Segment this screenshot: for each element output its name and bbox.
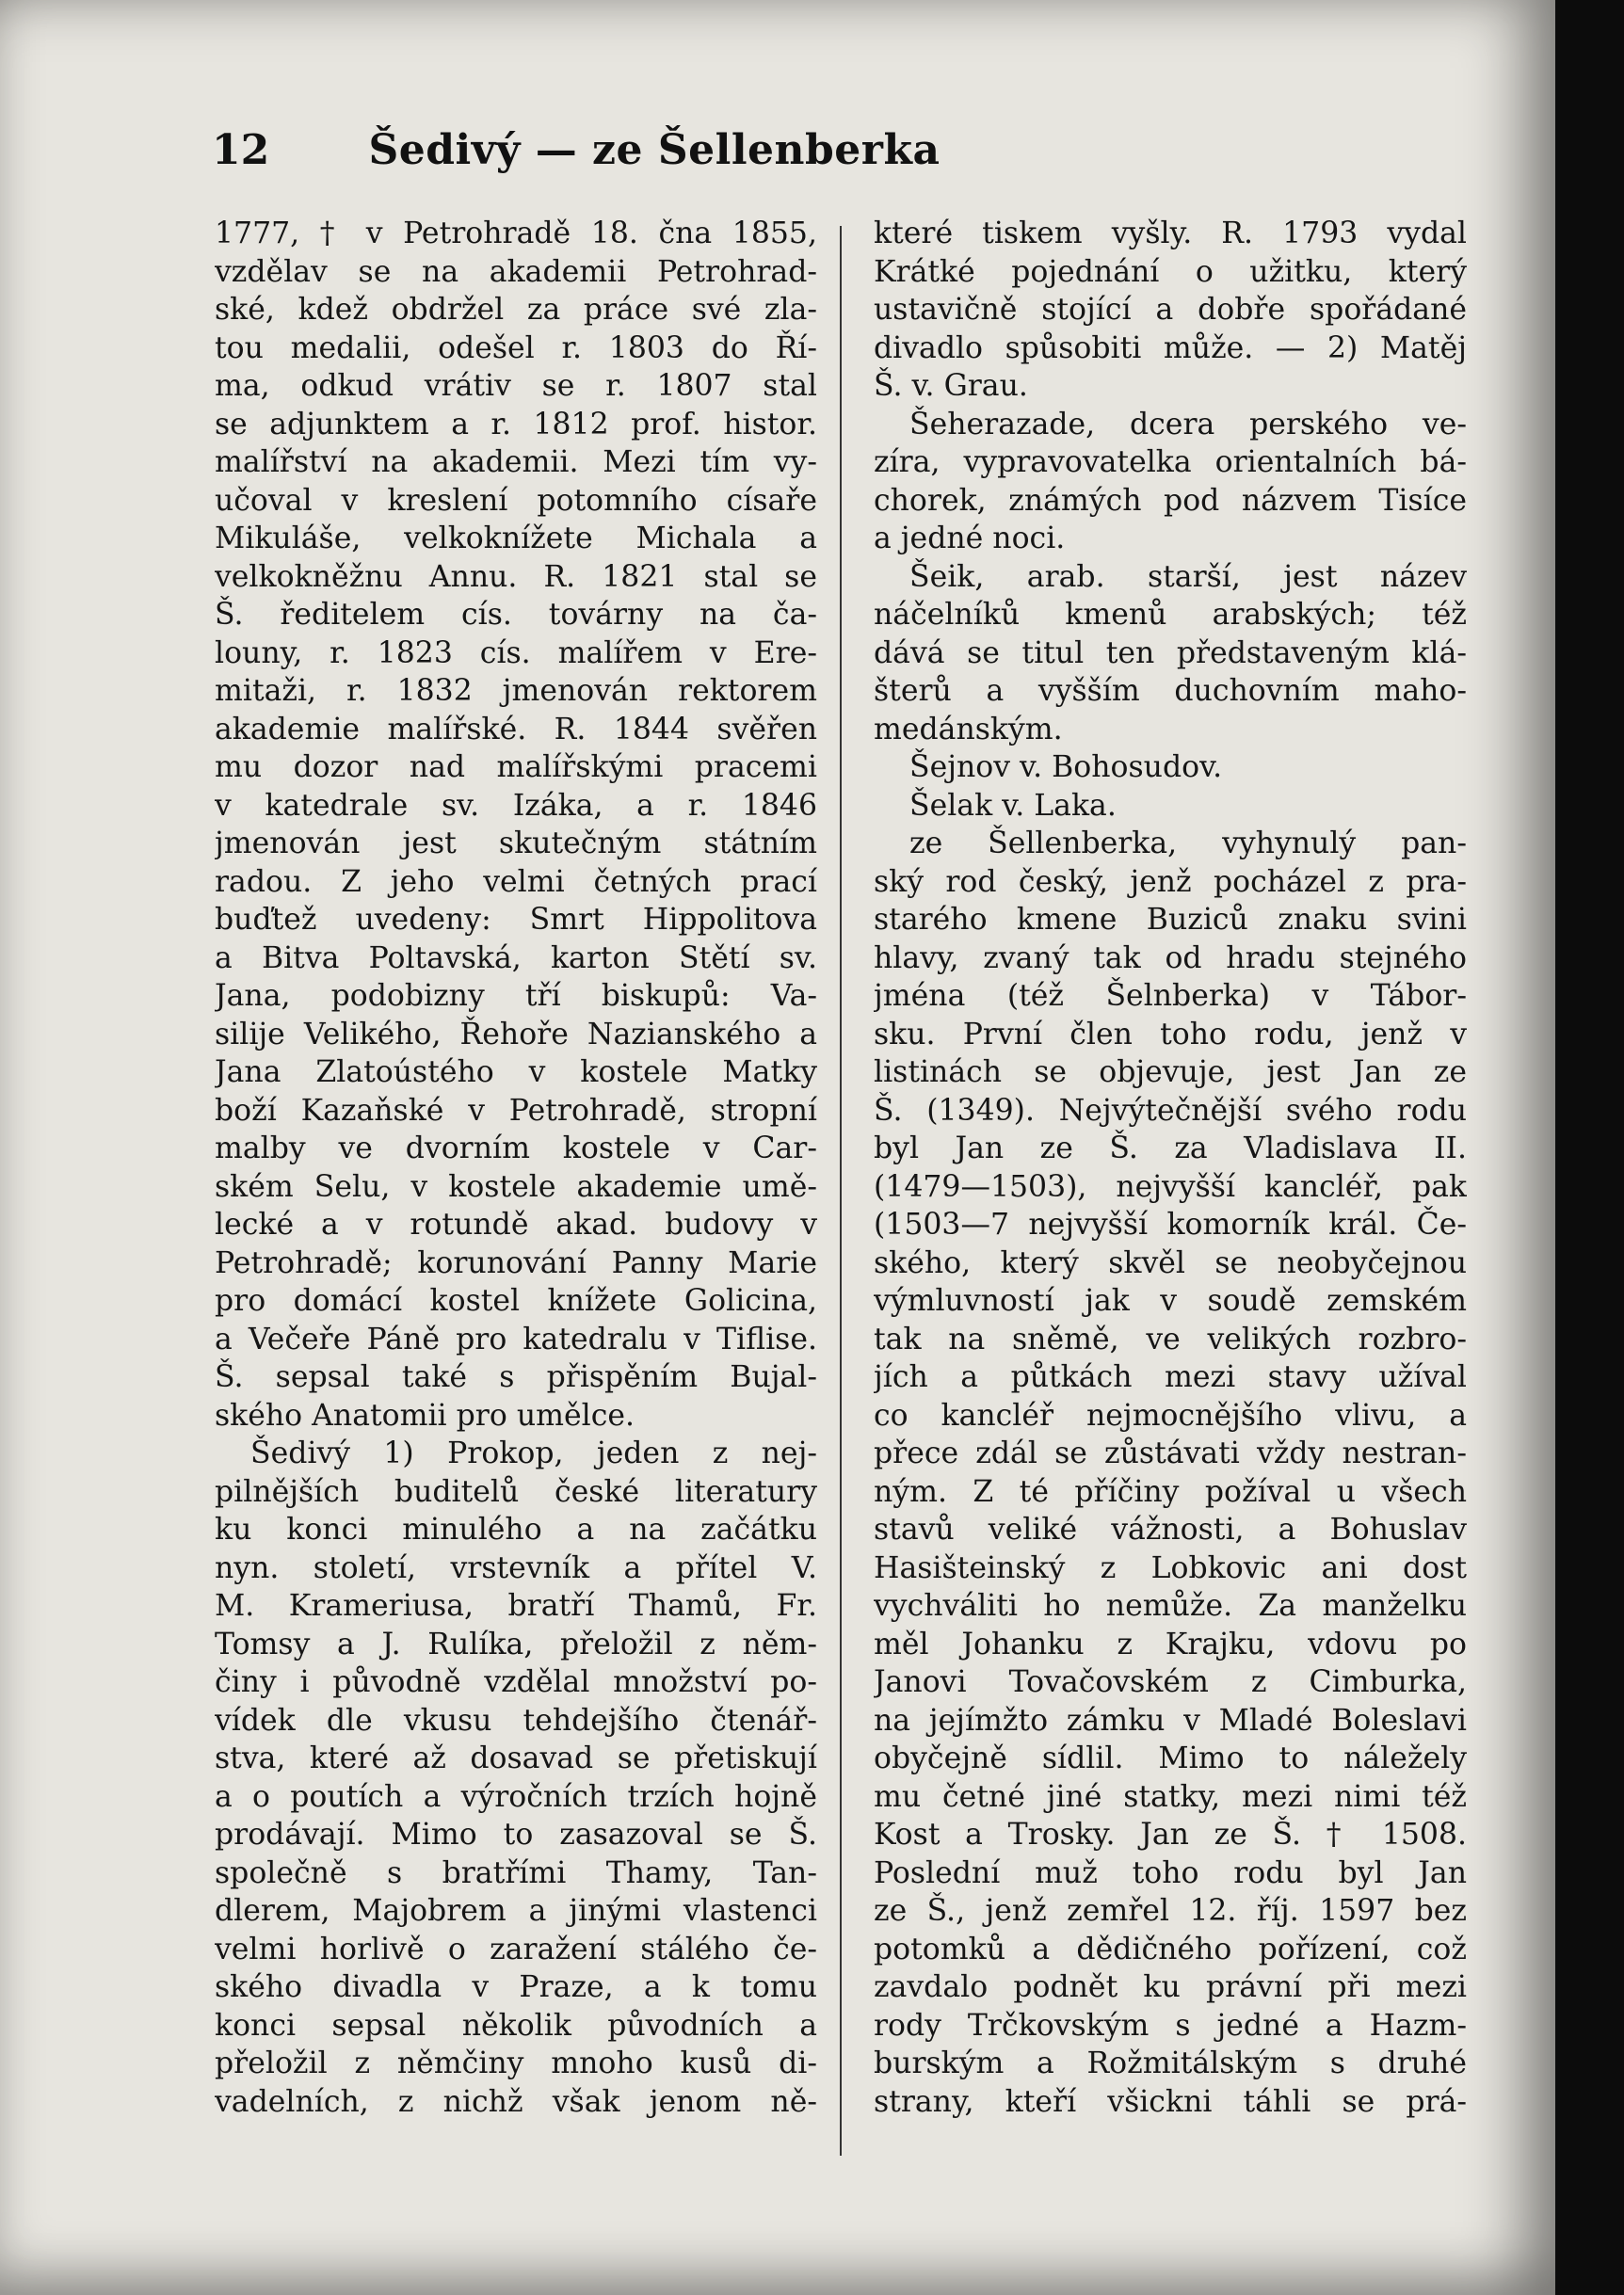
- text-line: zavdalo podnět ku právní při mezi: [874, 1970, 1467, 2004]
- text-line: v katedrale sv. Izáka, a r. 1846: [215, 788, 817, 823]
- text-line: ku konci minulého a na začátku: [215, 1513, 817, 1547]
- text-line: malířství na akademii. Mezi tím vy-: [215, 445, 817, 479]
- text-line: ského, který skvěl se neobyčejnou: [874, 1245, 1467, 1280]
- text-line: Kost a Trosky. Jan ze Š. † 1508.: [874, 1818, 1467, 1852]
- text-line: ské, kdež obdržel za práce své zla-: [215, 293, 817, 327]
- text-line: pilnějších buditelů české literatury: [215, 1474, 817, 1509]
- text-line: listinách se objevuje, jest Jan ze: [874, 1055, 1467, 1089]
- text-line: buďtež uvedeny: Smrt Hippolitova: [215, 903, 817, 937]
- text-line: lecké a v rotundě akad. budovy v: [215, 1208, 817, 1242]
- text-line: Jana, podobizny tří biskupů: Va-: [215, 979, 817, 1013]
- text-line: přeložil z němčiny mnoho kusů di-: [215, 2046, 817, 2080]
- text-line: medánským.: [874, 712, 1063, 746]
- entry-heading-line: ze Šellenberka, vyhynulý pan-: [909, 827, 1467, 860]
- text-line: byl Jan ze Š. za Vladislava II.: [874, 1131, 1467, 1165]
- text-line: Š. (1349). Nejvýtečnější svého rodu: [874, 1093, 1467, 1128]
- text-line: Janovi Tovačovském z Cimburka,: [874, 1665, 1467, 1699]
- text-line: zíra, vypravovatelka orientalních bá-: [874, 445, 1467, 479]
- text-line: Petrohradě; korunování Panny Marie: [215, 1245, 817, 1280]
- text-line: jích a půtkách mezi stavy užíval: [874, 1360, 1467, 1394]
- text-line: ustavičně stojící a dobře spořádané: [874, 293, 1467, 327]
- text-line: jmenován jest skutečným státním: [215, 827, 817, 860]
- text-line: konci sepsal několik původních a: [215, 2008, 817, 2043]
- text-line: mitaži, r. 1832 jmenován rektorem: [215, 674, 817, 708]
- text-line: starého kmene Buziců znaku svini: [874, 903, 1467, 937]
- text-line: mu dozor nad malířskými pracemi: [215, 750, 817, 784]
- text-line: přece zdál se zůstávati vždy nestran-: [874, 1436, 1467, 1470]
- text-line: Š. v. Grau.: [874, 369, 1028, 403]
- text-line: 1777, † v Petrohradě 18. čna 1855,: [215, 217, 817, 250]
- text-line: burským a Rožmitálským s druhé: [874, 2046, 1467, 2080]
- text-line: potomků a dědičného pořízení, což: [874, 1932, 1467, 1966]
- text-line: náčelníků kmenů arabských; též: [874, 598, 1467, 632]
- text-line: šterů a vyšším duchovním maho-: [874, 674, 1467, 708]
- text-line: akademie malířské. R. 1844 svěřen: [215, 712, 817, 746]
- text-line: louny, r. 1823 cís. malířem v Ere-: [215, 635, 817, 670]
- text-line: stavů veliké vážnosti, a Bohuslav: [874, 1513, 1467, 1547]
- text-line: sku. První člen toho rodu, jenž v: [874, 1017, 1467, 1051]
- text-line: vychváliti ho nemůže. Za manželku: [874, 1589, 1467, 1623]
- text-line: malby ve dvorním kostele v Car-: [215, 1131, 817, 1165]
- text-line: výmluvností jak v soudě zemském: [874, 1284, 1467, 1318]
- text-line: hlavy, zvaný tak od hradu stejného: [874, 940, 1467, 975]
- entry-heading-line: Šeherazade, dcera perského ve-: [909, 407, 1467, 441]
- text-line: pro domácí kostel knížete Golicina,: [215, 1284, 817, 1318]
- text-line: vzdělav se na akademii Petrohrad-: [215, 254, 817, 289]
- text-line: M. Krameriusa, bratří Thamů, Fr.: [215, 1589, 817, 1623]
- text-line: Š. sepsal také s přispěním Bujal-: [215, 1360, 817, 1394]
- text-line: činy i původně vzdělal množství po-: [215, 1665, 817, 1699]
- text-line: stva, které až dosavad se přetiskují: [215, 1741, 817, 1775]
- text-line: a o poutích a výročních trzích hojně: [215, 1779, 817, 1814]
- text-line: tak na sněmě, ve velikých rozbro-: [874, 1322, 1467, 1356]
- text-line: se adjunktem a r. 1812 prof. histor.: [215, 407, 817, 441]
- text-line: ným. Z té příčiny požíval u všech: [874, 1474, 1467, 1509]
- text-line: jména (též Šelnberka) v Tábor-: [874, 979, 1467, 1013]
- text-line: měl Johanku z Krajku, vdovu po: [874, 1627, 1467, 1661]
- text-line: Krátké pojednání o užitku, který: [874, 254, 1467, 289]
- entry-heading-line: Šedivý 1) Prokop, jeden z nej-: [250, 1436, 817, 1470]
- text-line: (1503—7 nejvyšší komorník král. Če-: [874, 1208, 1467, 1242]
- text-line: velkokněžnu Annu. R. 1821 stal se: [215, 559, 817, 594]
- running-head: Šedivý — ze Šellenberka: [368, 126, 941, 174]
- text-line: boží Kazaňské v Petrohradě, stropní: [215, 1093, 817, 1128]
- text-line: Š. ředitelem cís. továrny na ča-: [215, 598, 817, 632]
- text-line: divadlo spůsobiti může. — 2) Matěj: [874, 330, 1467, 365]
- entry-heading-line: Šeik, arab. starší, jest název: [909, 559, 1467, 594]
- text-line: které tiskem vyšly. R. 1793 vydal: [874, 217, 1467, 250]
- text-line: rody Trčkovským s jedné a Hazm-: [874, 2008, 1467, 2043]
- text-line: nyn. století, vrstevník a přítel V.: [215, 1550, 817, 1585]
- text-line: Poslední muž toho rodu byl Jan: [874, 1855, 1467, 1890]
- text-line: učoval v kreslení potomního císaře: [215, 483, 817, 518]
- column-divider: [840, 226, 842, 2156]
- text-line: (1479—1503), nejvyšší kancléř, pak: [874, 1169, 1467, 1204]
- text-line: strany, kteří všickni táhli se prá-: [874, 2084, 1467, 2119]
- text-line: dává se titul ten představeným klá-: [874, 635, 1467, 670]
- text-line: dlerem, Majobrem a jinými vlastenci: [215, 1894, 817, 1928]
- text-line: na jejímžto zámku v Mladé Boleslavi: [874, 1703, 1467, 1738]
- text-line: obyčejně sídlil. Mimo to náležely: [874, 1741, 1467, 1775]
- text-line: prodávají. Mimo to zasazoval se Š.: [215, 1818, 817, 1852]
- text-line: Mikuláše, velkoknížete Michala a: [215, 522, 817, 555]
- text-line: ského Anatomii pro umělce.: [215, 1398, 635, 1433]
- text-line: ský rod český, jenž pocházel z pra-: [874, 864, 1467, 899]
- page-number: 12: [212, 126, 270, 174]
- text-line: radou. Z jeho velmi četných prací: [215, 864, 817, 899]
- text-line: Hasišteinský z Lobkovic ani dost: [874, 1550, 1467, 1585]
- text-line: a Bitva Poltavská, karton Stětí sv.: [215, 940, 817, 975]
- text-line: Tomsy a J. Rulíka, přeložil z něm-: [215, 1627, 817, 1661]
- text-line: ského divadla v Praze, a k tomu: [215, 1970, 817, 2004]
- text-line: silije Velikého, Řehoře Nazianského a: [215, 1017, 817, 1051]
- entry-heading-line: Šelak v. Laka.: [909, 788, 1117, 823]
- text-line: co kancléř nejmocnějšího vlivu, a: [874, 1398, 1467, 1433]
- left-column: [215, 215, 817, 2121]
- text-line: ském Selu, v kostele akademie umě-: [215, 1169, 817, 1204]
- text-line: společně s bratřími Thamy, Tan-: [215, 1855, 817, 1890]
- text-line: vídek dle vkusu tehdejšího čtenář-: [215, 1703, 817, 1738]
- right-column: [874, 215, 1467, 2121]
- text-line: Jana Zlatoústého v kostele Matky: [215, 1055, 817, 1089]
- text-line: ma, odkud vrátiv se r. 1807 stal: [215, 369, 817, 403]
- text-line: a Večeře Páně pro katedralu v Tiflise.: [215, 1322, 817, 1356]
- text-line: velmi horlivě o zaražení stálého če-: [215, 1932, 817, 1966]
- text-line: vadelních, z nichž však jenom ně-: [215, 2084, 817, 2119]
- entry-heading-line: Šejnov v. Bohosudov.: [909, 750, 1223, 784]
- text-line: tou medalii, odešel r. 1803 do Ří-: [215, 330, 817, 365]
- page-header: [212, 122, 1097, 179]
- text-line: mu četné jiné statky, mezi nimi též: [874, 1779, 1467, 1814]
- text-line: ze Š., jenž zemřel 12. říj. 1597 bez: [874, 1894, 1467, 1928]
- text-line: chorek, známých pod názvem Tisíce: [874, 483, 1467, 518]
- text-line: a jedné noci.: [874, 522, 1066, 555]
